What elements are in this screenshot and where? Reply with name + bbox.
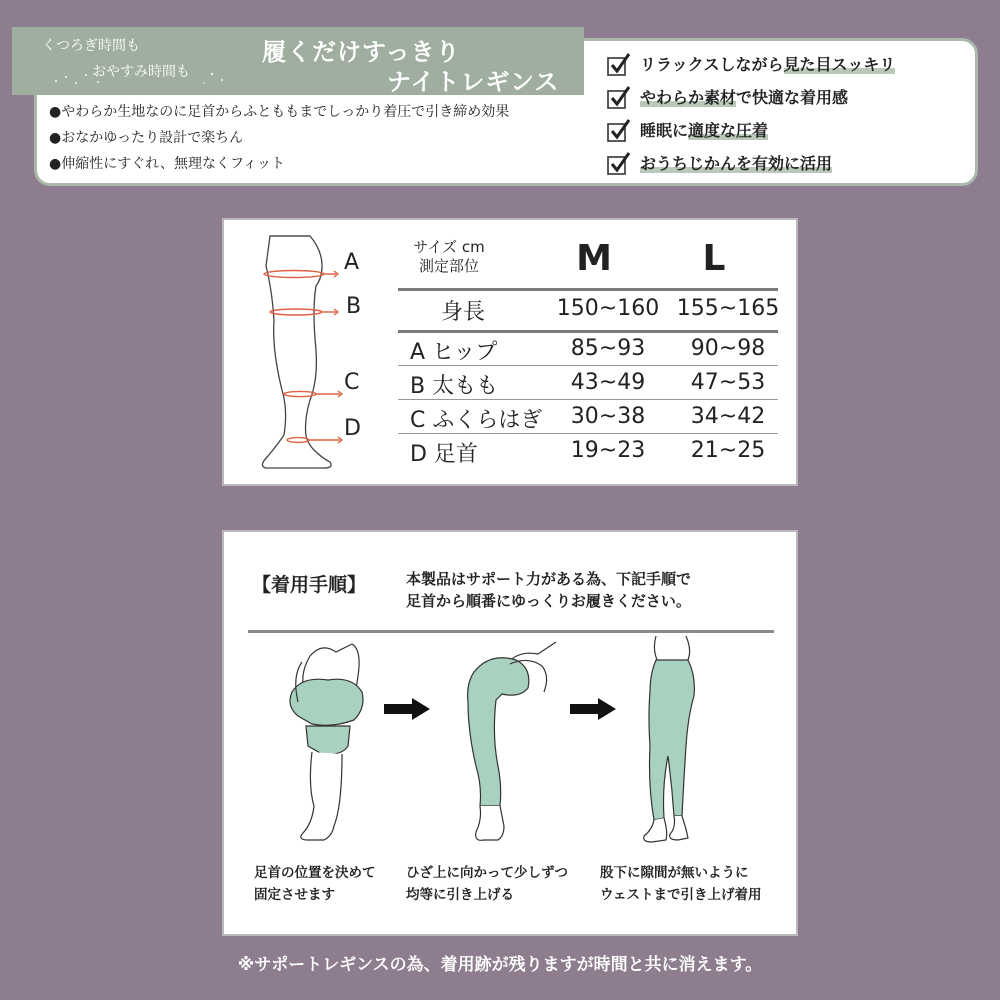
bullet-2: ●おなかゆったり設計で楽ちん bbox=[49, 130, 244, 146]
table-header-label bbox=[394, 238, 504, 276]
cell-l: 34~42 bbox=[690, 404, 766, 429]
instructions-title: 【着用手順】 bbox=[252, 574, 367, 596]
step-2-illustration bbox=[446, 636, 566, 846]
check-item bbox=[606, 146, 895, 179]
table-row bbox=[398, 400, 778, 434]
cell-m: 30~38 bbox=[570, 404, 646, 429]
table-divider bbox=[398, 288, 778, 291]
arrow-right-icon bbox=[570, 698, 616, 720]
step-3-line-2: ウェストまで引き上げ着用 bbox=[600, 887, 762, 903]
step-3-line-1: 股下に隙間が無いように bbox=[600, 865, 749, 881]
benefit-checklist bbox=[606, 47, 895, 179]
check-text-highlight: おうちじかんを有効に活用 bbox=[640, 154, 833, 173]
bullet-1: ●やわらか生地なのに足首からふとももまでしっかり着圧で引き締め効果 bbox=[49, 104, 510, 120]
point-label-c: C bbox=[344, 370, 360, 395]
row-label: 身長 bbox=[440, 300, 485, 325]
product-title-line-2: ナイトレギンス bbox=[387, 67, 560, 95]
feature-bullets bbox=[49, 99, 509, 177]
row-label: A ヒップ bbox=[410, 340, 498, 365]
step-1-caption bbox=[254, 862, 376, 906]
instructions-description bbox=[406, 568, 691, 612]
cell-l: 21~25 bbox=[690, 438, 766, 463]
step-1-line-1: 足首の位置を決めて bbox=[254, 865, 376, 881]
cell-m: 85~93 bbox=[570, 336, 646, 361]
point-label-d: D bbox=[344, 416, 361, 441]
check-text-highlight: やわらか素材 bbox=[640, 88, 737, 107]
step-1-line-2: 固定させます bbox=[254, 887, 335, 903]
step-3-caption bbox=[600, 862, 761, 906]
instructions-desc-2: 足首から順番にゆっくりお履きください。 bbox=[406, 592, 691, 610]
step-2-caption bbox=[406, 862, 568, 906]
step-3-illustration bbox=[622, 636, 742, 846]
cell-l: 90~98 bbox=[690, 336, 766, 361]
cell-m: 150~160 bbox=[556, 296, 660, 321]
row-label: D 足首 bbox=[410, 442, 478, 467]
header-part: 測定部位 bbox=[418, 257, 479, 275]
leg-measurement-diagram bbox=[244, 230, 384, 475]
header-unit: サイズ cm bbox=[413, 238, 485, 256]
check-text-pre: 睡眠に bbox=[640, 121, 689, 140]
table-row bbox=[398, 366, 778, 400]
instructions-desc-1: 本製品はサポート力がある為、下記手順で bbox=[406, 570, 692, 588]
footnote: ※サポートレギンスの為、着用跡が残りますが時間と共に消えます。 bbox=[237, 955, 763, 975]
check-text-post: で快適な着用感 bbox=[736, 88, 849, 107]
product-title-line-1: 履くだけすっきり bbox=[262, 37, 461, 66]
size-chart bbox=[222, 218, 798, 486]
cell-m: 19~23 bbox=[570, 438, 646, 463]
check-item bbox=[606, 47, 895, 80]
step-2-line-2: 均等に引き上げる bbox=[406, 887, 514, 903]
check-item bbox=[606, 80, 895, 113]
table-row bbox=[398, 434, 778, 468]
row-label: B 太もも bbox=[410, 374, 499, 399]
product-title-banner bbox=[12, 27, 584, 95]
size-l-header: L bbox=[702, 238, 726, 279]
size-m-header: M bbox=[576, 238, 612, 279]
checkbox-icon bbox=[606, 150, 632, 176]
point-label-a: A bbox=[344, 250, 360, 275]
step-2-line-1: ひざ上に向かって少しずつ bbox=[406, 865, 568, 881]
check-text-pre: リラックスしながら bbox=[640, 55, 784, 74]
sparkle-dots-decoration bbox=[52, 71, 232, 87]
cell-l: 155~165 bbox=[676, 296, 780, 321]
checkbox-icon bbox=[606, 117, 632, 143]
check-text-highlight: 適度な圧着 bbox=[688, 121, 769, 140]
point-label-b: B bbox=[346, 294, 362, 319]
table-row bbox=[398, 292, 778, 326]
arrow-right-icon bbox=[384, 698, 430, 720]
instructions-divider bbox=[248, 630, 774, 633]
check-text-highlight: 見た目スッキリ bbox=[783, 55, 896, 74]
wearing-instructions bbox=[222, 530, 798, 936]
tagline-2: おやすみ時間も bbox=[92, 64, 190, 80]
checkbox-icon bbox=[606, 84, 632, 110]
tagline-1: くつろぎ時間も bbox=[42, 38, 140, 54]
table-row bbox=[398, 332, 778, 366]
row-label: C ふくらはぎ bbox=[410, 408, 543, 433]
cell-l: 47~53 bbox=[690, 370, 766, 395]
checkbox-icon bbox=[606, 51, 632, 77]
step-1-illustration bbox=[262, 636, 382, 846]
bullet-3: ●伸縮性にすぐれ、無理なくフィット bbox=[49, 156, 285, 172]
check-item bbox=[606, 113, 895, 146]
cell-m: 43~49 bbox=[570, 370, 646, 395]
